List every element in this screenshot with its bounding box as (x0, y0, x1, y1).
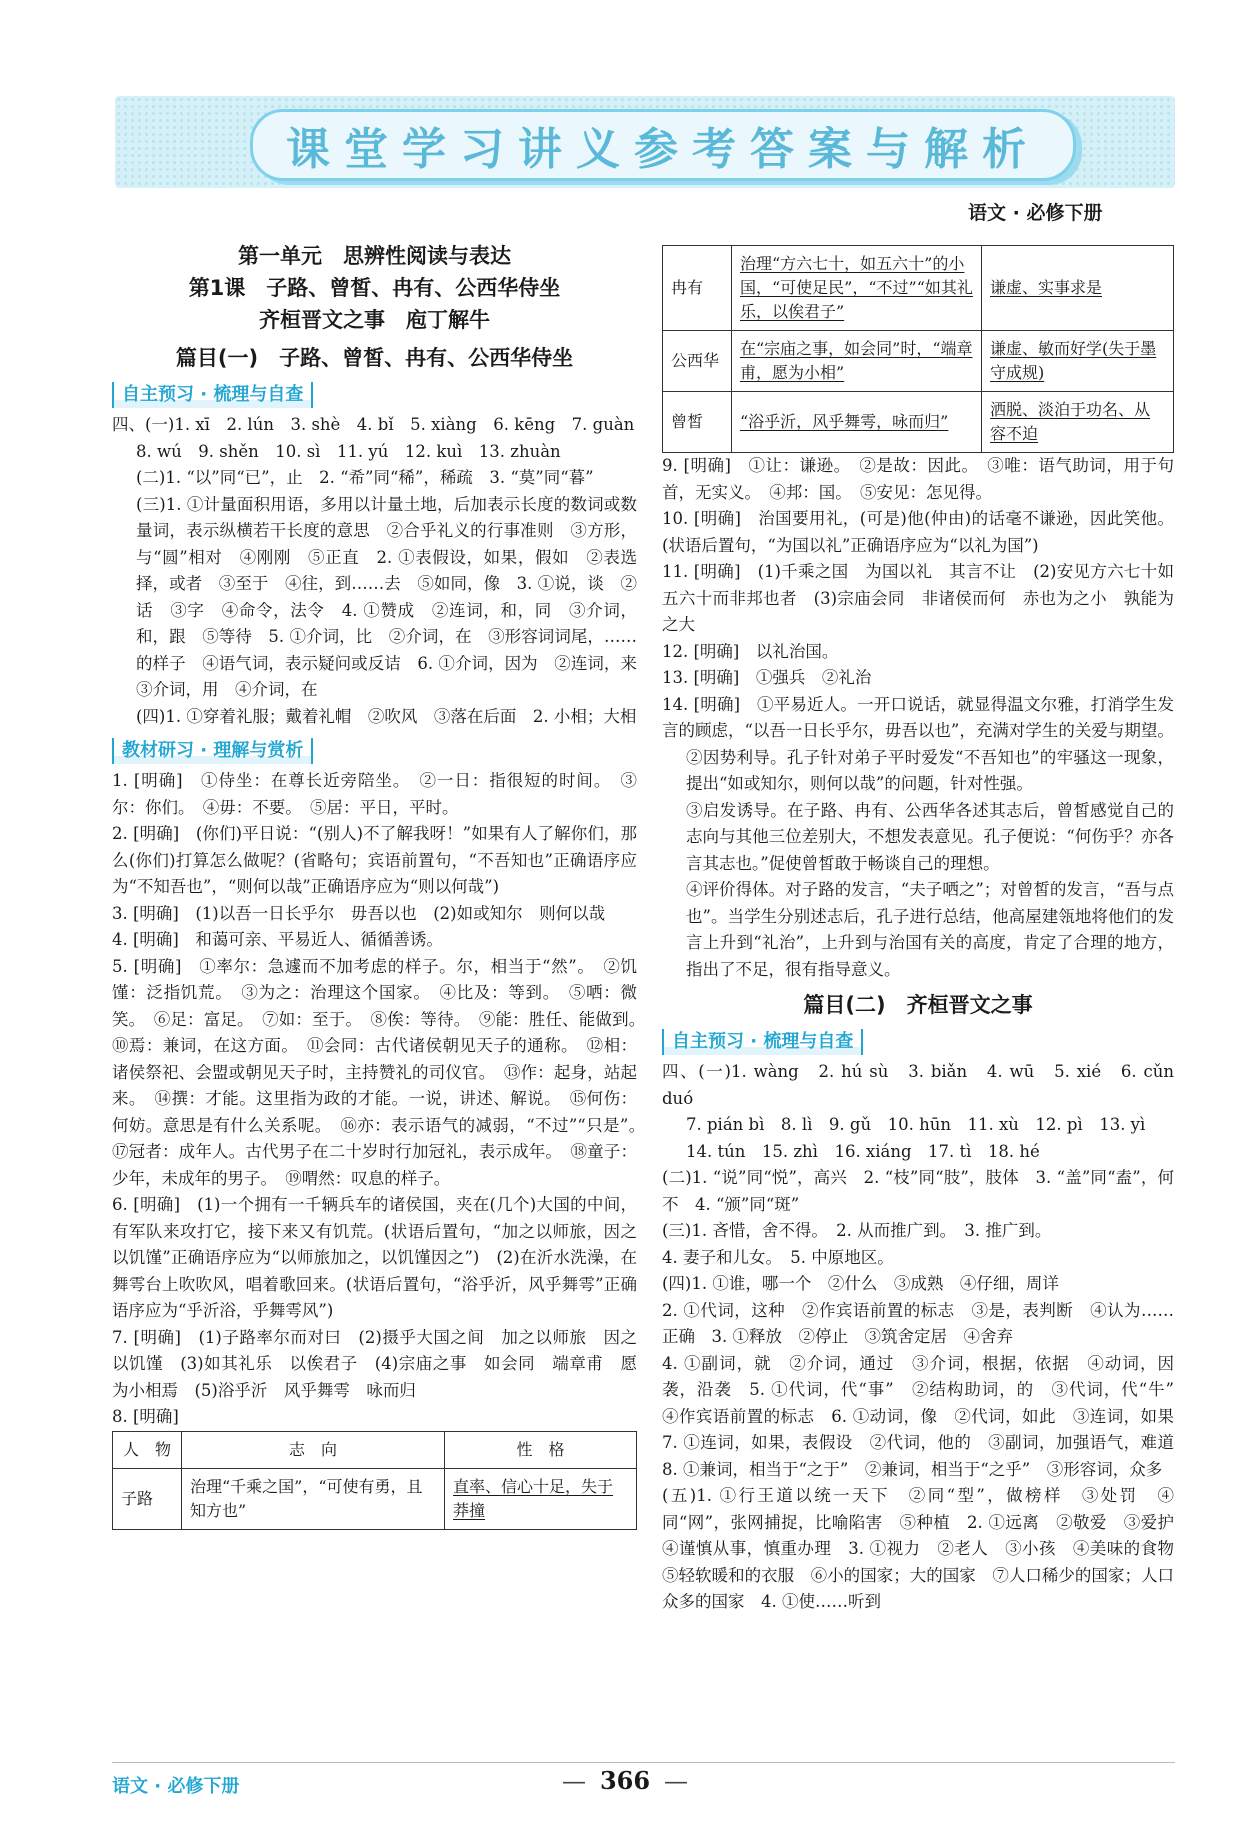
left-column (112, 240, 654, 1530)
page-title: 课堂学习讲义参考答案与解析 (286, 124, 1040, 175)
answer-item: ②因势利导。孔子针对弟子平时爱发“不吾知也”的牢骚这一现象，提出“如或知尔，则何以哉”的问题，针对性强。 (686, 747, 1174, 793)
table-row (113, 1468, 637, 1529)
answer-item: 8. [明确] (112, 1407, 179, 1426)
section-study-label: 教材研习 · 理解与赏析 (112, 738, 313, 764)
lesson-title-line2: 齐桓晋文之事 庖丁解牛 (259, 308, 490, 332)
answer-paragraph: 14. tún 15. zhì 16. xiáng 17. tì 18. hé (686, 1141, 1040, 1161)
answer-paragraph: (二)1. “说”同“悦”，高兴 2. “枝”同“肢”，肢体 3. “盖”同“盍”，何不 4. “颁”同“斑” (662, 1168, 1174, 1214)
answer-item: 12. [明确] 以礼治国。 (662, 641, 839, 661)
table-header: 志 向 (182, 1431, 445, 1468)
subject-tag: 语文 · 必修下册 (968, 202, 1103, 224)
answer-paragraph: 7. pián bì 8. lì 9. gǔ 10. hūn 11. xù 12. pì 13. yì (686, 1115, 1146, 1134)
table-row (663, 392, 1174, 453)
answer-paragraph: (三)1. ①计量面积用语，多用以计量土地，后加表示长度的数词或数量词，表示纵横若干长度的意思 ②合乎礼义的行事准则 ③方形，与“圆”相对 ④刚刚 ⑤正直 2. ①表假设，如果，假如 ②表选择，或者 ③至于 ④往，到……去 ⑤如同，像 3. ①说，谈 ②话 ③字 ④命令，法令 4. ①赞成 ②连词，和，同 ③介词，和，跟 ⑤等待 5. ①介词，比 ②介词，在 ③形容词词尾，……的样子 ④语气词，表示疑问或反诘 6. ①介词，因为 ②连词，来 ③介词，用 ④介词，在 (136, 494, 654, 699)
table-row (663, 331, 1174, 392)
answer-item: 14. [明确] ①平易近人。一开口说话，就显得温文尔雅，打消学生发言的顾虑，“以吾一日长乎尔，毋吾以也”，充满对学生的关爱与期望。 (662, 694, 1174, 740)
answer-item: 9. [明确] ①让：谦逊。 ②是故：因此。 ③唯：语气助词，用于句首，无实义。 ④邦：国。 ⑤安见：怎见得。 (662, 456, 1174, 502)
page-number-value: 366 (599, 1766, 651, 1795)
title-banner-frame (250, 109, 1076, 181)
answer-item: 7. [明确] (1)子路率尔而对曰 (2)摄乎大国之间 加之以师旅 因之以饥馑 (3)如其礼乐 以俟君子 (4)宗庙之事 如会同 端章甫 愿为小相焉 (5)浴乎沂 风乎舞雩 咏而归 (112, 1327, 637, 1400)
piece-title-2: 篇目(二) 齐桓晋文之事 (803, 993, 1033, 1017)
answer-paragraph: (二)1. “以”同“已”，止 2. “希”同“稀”，稀疏 3. “莫”同“暮” (136, 468, 594, 487)
table-header-row (113, 1431, 637, 1468)
table-cell-character: 直率、信心十足，失于莽撞 (445, 1468, 637, 1529)
answer-paragraph: (三)1. 吝惜，舍不得。 2. 从而推广到。 3. 推广到。 (662, 1221, 1052, 1240)
table-cell-ambition: 在“宗庙之事，如会同”时，“端章甫，愿为小相” (732, 331, 982, 392)
section-preview-label-2: 自主预习 · 梳理与自查 (662, 1029, 863, 1055)
character-table-continued (662, 245, 1174, 453)
answer-item: ④评价得体。对子路的发言，“夫子哂之”；对曾皙的发言，“吾与点也”。当学生分别述志后，孔子进行总结，他高屋建瓴地将他们的发言上升到“礼治”，上升到与治国有关的高度，肯定了合理的地方，指出了不足，很有指导意义。 (686, 880, 1174, 979)
table-cell-character: 洒脱、淡泊于功名、从容不迫 (982, 392, 1174, 453)
table-cell-name: 冉有 (663, 246, 732, 331)
table-cell-character: 谦虚、实事求是 (982, 246, 1174, 331)
table-cell-name: 曾皙 (663, 392, 732, 453)
character-table-head (112, 1431, 637, 1530)
table-header: 性 格 (445, 1431, 637, 1468)
piece-title-1: 篇目(一) 子路、曾皙、冉有、公西华侍坐 (175, 346, 574, 370)
table-cell-name: 子路 (113, 1468, 182, 1529)
page-number: — 366 — (561, 1766, 689, 1795)
table-row (663, 246, 1174, 331)
table-cell-ambition: 治理“千乘之国”，“可使有勇，且知方也” (182, 1468, 445, 1529)
section-preview-label: 自主预习 · 梳理与自查 (112, 382, 313, 408)
table-cell-ambition: 治理“方六七十，如五六十”的小国，“可使足民”，“不过”“如其礼乐，以俟君子” (732, 246, 982, 331)
answer-paragraph: 8. wú 9. shěn 10. sì 11. yú 12. kuì 13. zhuàn (136, 441, 561, 461)
table-cell-name: 公西华 (663, 331, 732, 392)
footer-subject: 语文 · 必修下册 (112, 1776, 240, 1797)
answer-paragraph: 四、(一)1. wàng 2. hú sù 3. biǎn 4. wū 5. xié 6. cǔn duó (662, 1062, 1174, 1108)
answer-paragraph: (四)1. ①谁，哪一个 ②什么 ③成熟 ④仔细，周详 (662, 1274, 1059, 1293)
answer-item: 3. [明确] (1)以吾一日长乎尔 毋吾以也 (2)如或知尔 则何以哉 (112, 903, 606, 923)
answer-paragraph: 2. ①代词，这种 ②作宾语前置的标志 ③是，表判断 ④认为……正确 3. ①释放 ②停止 ③筑舍定居 ④舍弃 (662, 1300, 1174, 1346)
answer-paragraph: 4. 妻子和儿女。 5. 中原地区。 (662, 1247, 894, 1267)
answer-item: 13. [明确] ①强兵 ②礼治 (662, 668, 872, 687)
answer-item: ③启发诱导。在子路、冉有、公西华各述其志后，曾皙感觉自己的志向与其他三位差别大，不想发表意见。孔子便说：“何伤乎？亦各言其志也。”促使曾皙敢于畅谈自己的理想。 (686, 800, 1174, 873)
unit-title: 第一单元 思辨性阅读与表达 (238, 244, 511, 268)
answer-paragraph: 4. ①副词，就 ②介词，通过 ③介词，根据，依据 ④动词，因袭，沿袭 5. ①代词，代“事” ②结构助词，的 ③代词，代“牛” ④作宾语前置的标志 6. ①动词，像 ②代词，如此 ③连词，如果 7. ①连词，如果，表假设 ②代词，他的 ③副词，加强语气，难道 8. ①兼词，相当于“之于” ②兼词，相当于“之乎” ③形容词，众多 (662, 1353, 1191, 1479)
footer-divider (112, 1762, 1175, 1763)
answer-paragraph: (四)1. ①穿着礼服；戴着礼帽 ②吹风 ③落在后面 2. 小相；大相 (136, 706, 637, 726)
answer-item: 2. [明确] (你们)平日说：“(别人)不了解我呀！”如果有人了解你们，那么(你们)打算怎么做呢？(省略句；宾语前置句，“不吾知也”正确语序应为“不知吾也”，“则何以哉”正确语序应为“则以何哉”) (112, 824, 637, 896)
title-banner (115, 96, 1175, 188)
answer-item: 11. [明确] (1)千乘之国 为国以礼 其言不让 (2)安见方六七十如五六十而非邦也者 (3)宗庙会同 非诸侯而何 赤也为之小 孰能为之大 (662, 562, 1174, 634)
answer-paragraph: 四、(一)1. xī 2. lún 3. shè 4. bǐ 5. xiàng 6. kēng 7. guàn (112, 415, 635, 434)
answer-item: 10. [明确] 治国要用礼，(可是)他(仲由)的话毫不谦逊，因此笑他。(状语后置句，“为国以礼”正确语序应为“以礼为国”) (662, 509, 1174, 555)
answer-paragraph: (五)1. ①行王道以统一天下 ②同“型”，做榜样 ③处罚 ④同“网”，张网捕捉，比喻陷害 ⑤种植 2. ①远离 ②敬爱 ③爱护 ④谨慎从事，慎重办理 3. ①视力 ②老人 ③小孩 ④美味的食物 ⑤轻软暖和的衣服 ⑥小的国家；大的国家 ⑦人口稀少的国家；人口众多的国家 4. ①使……听到 (662, 1486, 1191, 1611)
right-column (662, 245, 1191, 1616)
answer-item: 5. [明确] ①率尔：急遽而不加考虑的样子。尔，相当于“然”。 ②饥馑：泛指饥荒。 ③为之：治理这个国家。 ④比及：等到。 ⑤哂：微笑。 ⑥足：富足。 ⑦如：至于。 ⑧俟：等待。 ⑨能：胜任、能做到。 ⑩焉：兼词，在这方面。 ⑪会同：古代诸侯朝见天子的通称。 ⑫相：诸侯祭祀、会盟或朝见天子时，主持赞礼的司仪官。 ⑬作：起身，站起来。 ⑭撰：才能。这里指为政的才能。一说，讲述、解说。 ⑮何伤：何妨。意思是有什么关系呢。 ⑯亦：表示语气的减弱，“不过”“只是”。 ⑰冠者：成年人。古代男子在二十岁时行加冠礼，表示成年。 ⑱童子：少年，未成年的男子。 ⑲喟然：叹息的样子。 (112, 956, 654, 1188)
lesson-title-line1: 第1课 子路、曾皙、冉有、公西华侍坐 (188, 276, 561, 300)
table-cell-character: 谦虚、敏而好学(失于墨守成规) (982, 331, 1174, 392)
answer-item: 4. [明确] 和蔼可亲、平易近人、循循善诱。 (112, 930, 443, 949)
table-header: 人 物 (113, 1431, 182, 1468)
answer-item: 6. [明确] (1)一个拥有一千辆兵车的诸侯国，夹在(几个)大国的中间，有军队来攻打它，接下来又有饥荒。(状语后置句，“加之以师旅，因之以饥馑”正确语序应为“以师旅加之，以饥馑因之”) (2)在沂水洗澡，在舞雩台上吹吹风，唱着歌回来。(状语后置句，“浴乎沂，风乎舞雩”正确语序应为“乎沂浴，乎舞雩风”) (112, 1195, 637, 1320)
answer-item: 1. [明确] ①侍坐：在尊长近旁陪坐。 ②一日：指很短的时间。 ③尔：你们。 ④毋：不要。 ⑤居：平日，平时。 (112, 771, 637, 817)
table-cell-ambition: “浴乎沂，风乎舞雩，咏而归” (732, 392, 982, 453)
